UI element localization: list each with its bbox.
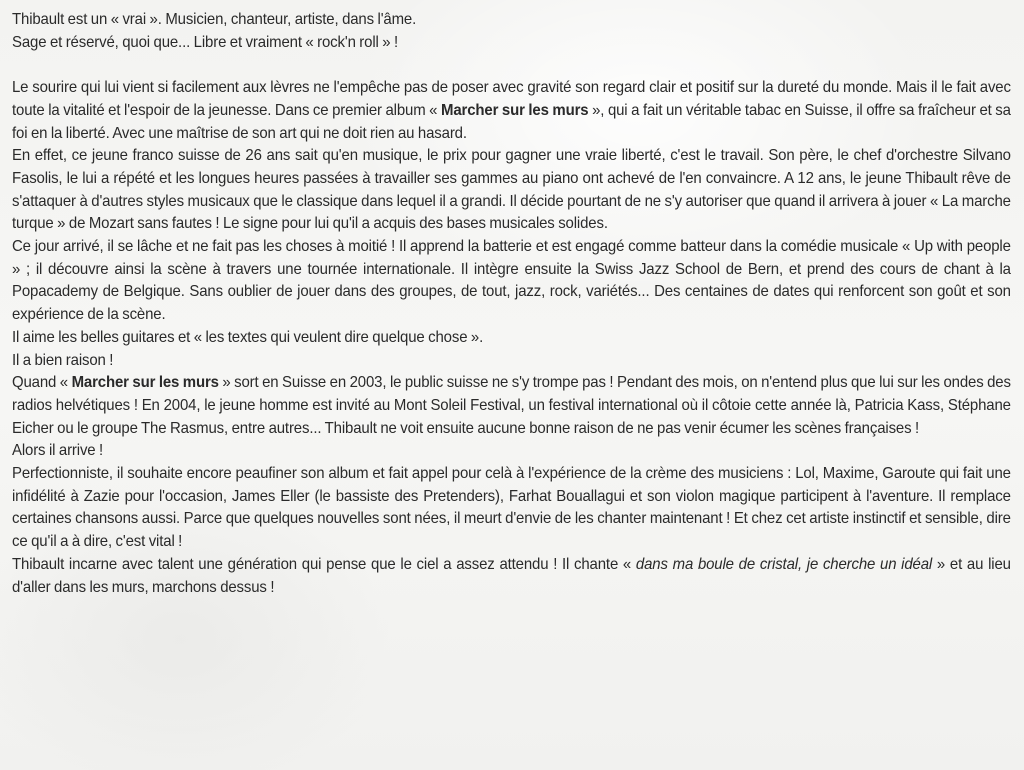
intro-line-2: Sage et réservé, quoi que... Libre et vraiment « rock'n roll » ! bbox=[12, 32, 399, 51]
paragraph-9 bbox=[12, 553, 1011, 598]
paragraph-9-text-a: Thibault incarne avec talent une génération qui pense que le ciel a assez attendu ! Il chante « bbox=[12, 554, 636, 573]
paragraph-6 bbox=[12, 371, 1011, 439]
paragraph-8: Perfectionniste, il souhaite encore peaufiner son album et fait appel pour celà à l'expérience de la crème des musiciens : Lol, Maxime, Garoute qui fait une infidélité à Zazie pour l'occasion, James Eller (le bassiste des Pretenders), Farhat Bouallagui et son violon magique participent à l'aventure. Il remplace certaines chansons aussi. Parce que quelques nouvelles sont nées, il meurt d'envie de les chanter maintenant ! Et chez cet artiste instinctif et sensible, dire ce qu'il a à dire, c'est vital ! bbox=[12, 464, 1011, 551]
paragraph-6-text-b: » sort en Suisse en 2003, le public suisse ne s'y trompe pas ! Pendant des mois, on n'entend plus que lui sur les ondes des radios helvétiques ! En 2004, le jeune homme est invité au Mont Soleil Festival, un festival international où il côtoie cette année là, Patricia Kass, Stéphane Eicher ou le groupe The Rasmus, entre autres... Thibault ne voit ensuite aucune bonne raison de ne pas venir écumer les scènes françaises ! bbox=[12, 373, 1011, 437]
album-title: Marcher sur les murs bbox=[441, 100, 589, 119]
paragraph-5: Il a bien raison ! bbox=[12, 350, 114, 369]
paragraph-6-text-a: Quand « bbox=[12, 373, 72, 392]
paragraph-1-text-b: », qui a fait un véritable tabac en Suisse, il offre sa fraîcheur et sa foi en la liberté. Avec une maîtrise de son art qui ne doit rien au hasard. bbox=[12, 100, 1011, 142]
song-lyric-quote: dans ma boule de cristal, je cherche un idéal bbox=[635, 554, 933, 573]
intro-line-1: Thibault est un « vrai ». Musicien, chanteur, artiste, dans l'âme. bbox=[12, 10, 417, 28]
paragraph-spacer bbox=[12, 53, 1011, 76]
paragraph-1 bbox=[12, 76, 1011, 144]
paragraph-7: Alors il arrive ! bbox=[12, 441, 104, 460]
paragraph-3: Ce jour arrivé, il se lâche et ne fait pas les choses à moitié ! Il apprend la batterie et est engagé comme batteur dans la comédie musicale « Up with people » ; il découvre ainsi la scène à travers une tournée internationale. Il intègre ensuite la Swiss Jazz School de Bern, et prend des cours de chant à la Popacademy de Belgique. Sans oublier de jouer dans des groupes, de tout, jazz, rock, variétés... Des centaines de dates qui renforcent son goût et son expérience de la scène. bbox=[12, 237, 1011, 324]
article-body bbox=[12, 8, 1011, 598]
paragraph-1-text-a: Le sourire qui lui vient si facilement aux lèvres ne l'empêche pas de poser avec gravité son regard clair et positif sur la dureté du monde. Mais il le fait avec toute la vitalité et l'espoir de la jeunesse. Dans ce premier album « bbox=[12, 78, 1011, 119]
album-title: Marcher sur les murs bbox=[71, 373, 219, 392]
paragraph-4: Il aime les belles guitares et « les textes qui veulent dire quelque chose ». bbox=[12, 327, 484, 346]
paragraph-2: En effet, ce jeune franco suisse de 26 ans sait qu'en musique, le prix pour gagner une vraie liberté, c'est le travail. Son père, le chef d'orchestre Silvano Fasolis, le lui a répété et les longues heures passées à travailler ses gammes au piano ont achevé de l'en convaincre. A 12 ans, le jeune Thibault rêve de s'attaquer à d'autres styles musicaux que le classique dans lequel il a grandi. Il décide pourtant de ne s'y autoriser que quand il arrivera à jouer « La marche turque » de Mozart sans fautes ! Le signe pour lui qu'il a acquis des bases musicales solides. bbox=[12, 146, 1011, 233]
paragraph-9-text-b: » et au lieu d'aller dans les murs, marchons dessus ! bbox=[12, 554, 1011, 596]
